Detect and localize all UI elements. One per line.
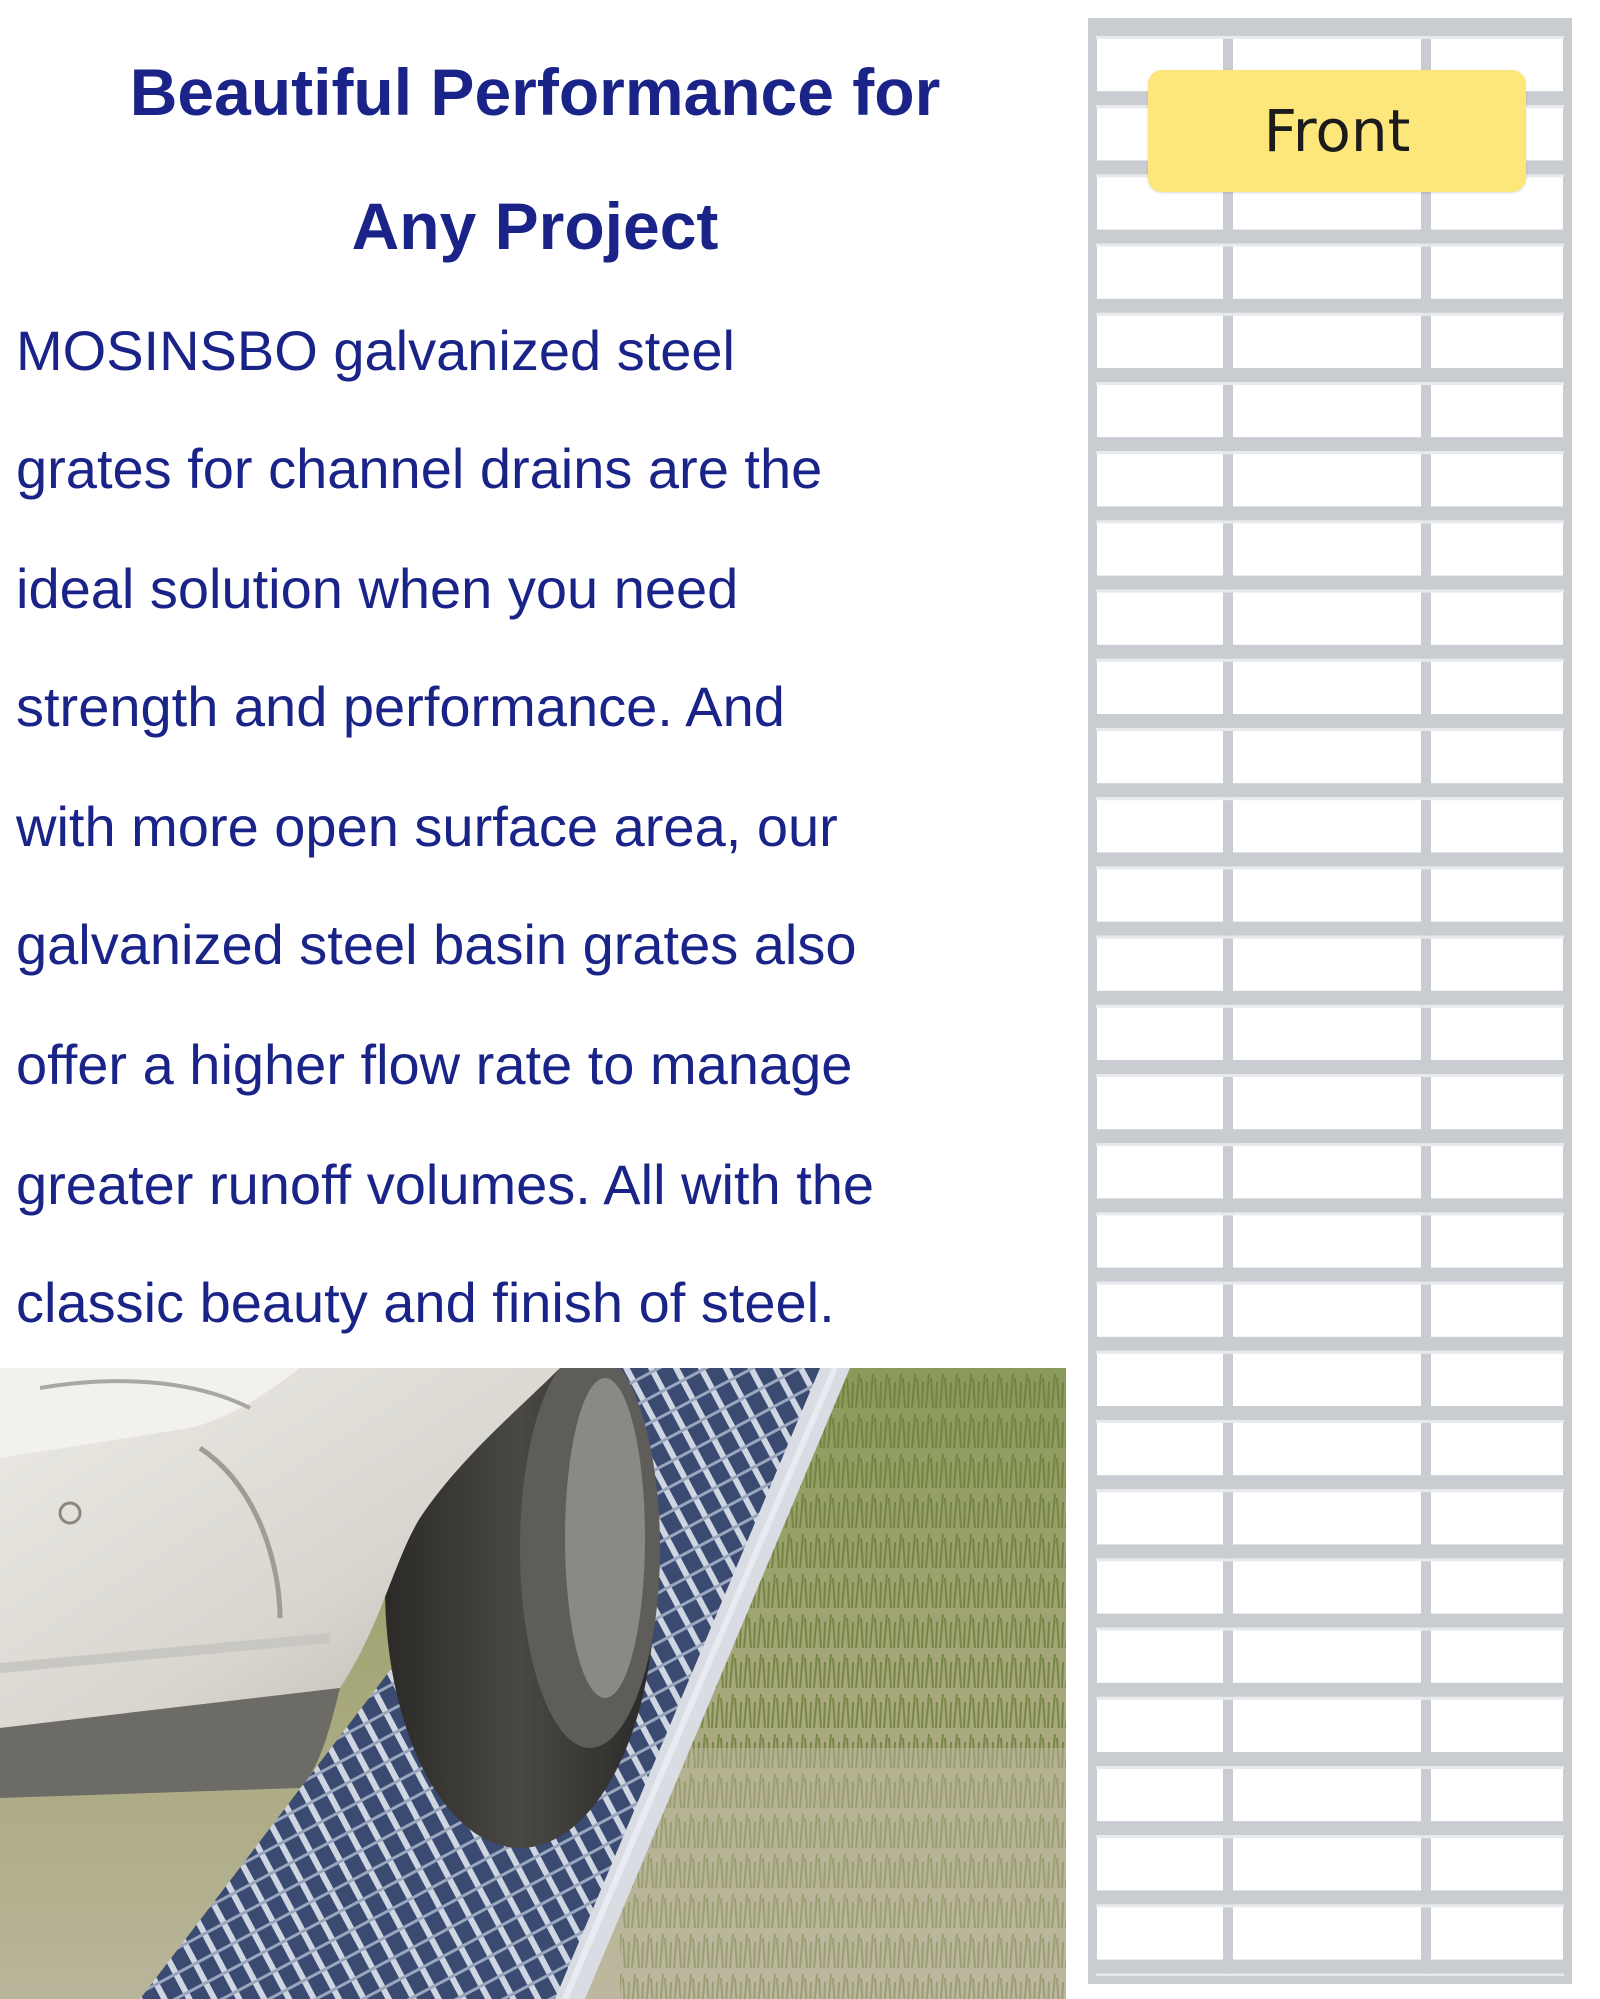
grate-horizontal-bar [1088, 1060, 1572, 1074]
grate-bar-highlight [1088, 1766, 1572, 1769]
body-text-line: classic beauty and finish of steel. [16, 1271, 835, 1334]
grate-horizontal-bar [1088, 1752, 1572, 1766]
car-on-grate-photo [0, 1368, 1066, 1999]
grate-horizontal-bar [1088, 1544, 1572, 1558]
grate-bar-highlight [1088, 36, 1572, 39]
body-text-line: galvanized steel basin grates also [16, 913, 857, 976]
grate-horizontal-bar [1088, 576, 1572, 590]
grate-horizontal-bar [1088, 714, 1572, 728]
grate-horizontal-bar [1088, 1198, 1572, 1212]
grate-bar-highlight [1088, 1489, 1572, 1492]
steel-grate-image [1088, 18, 1572, 1984]
grate-bar-highlight [1088, 866, 1572, 869]
body-text-line: offer a higher flow rate to manage [16, 1033, 853, 1096]
grate-bar-highlight [1088, 1143, 1572, 1146]
page-title-line-2: Any Project [351, 189, 719, 263]
body-text-line: greater runoff volumes. All with the [16, 1153, 875, 1216]
grate-horizontal-bar [1088, 1614, 1572, 1628]
grate-bar-highlight [1088, 1351, 1572, 1354]
body-text-line: strength and performance. And [16, 675, 785, 738]
grate-horizontal-bar [1088, 368, 1572, 382]
page-title-line-1: Beautiful Performance for [129, 55, 941, 129]
grate-bar-highlight [1088, 1282, 1572, 1285]
grate-bar-highlight [1088, 936, 1572, 939]
grate-horizontal-bar [1088, 506, 1572, 520]
grate-horizontal-bar [1088, 852, 1572, 866]
grate-bar-highlight [1088, 1558, 1572, 1561]
grate-bar-highlight [1088, 1212, 1572, 1215]
grate-bar-highlight [1088, 451, 1572, 454]
body-text-line: grates for channel drains are the [16, 437, 823, 500]
body-text-line: MOSINSBO galvanized steel [16, 319, 735, 382]
grate-horizontal-bar [1088, 230, 1572, 244]
grate-horizontal-bar [1088, 1683, 1572, 1697]
grate-bar-highlight [1088, 659, 1572, 662]
grate-bar-highlight [1088, 313, 1572, 316]
grate-bar-highlight [1088, 1005, 1572, 1008]
grate-bar-highlight [1088, 1420, 1572, 1423]
grate-horizontal-bar [1088, 1475, 1572, 1489]
grate-bar-highlight [1088, 1628, 1572, 1631]
grate-horizontal-bar [1088, 1129, 1572, 1143]
grate-bar-highlight [1088, 728, 1572, 731]
grate-horizontal-bar [1088, 645, 1572, 659]
grate-horizontal-bar [1088, 1821, 1572, 1835]
grate-bar-highlight [1088, 520, 1572, 523]
grate-horizontal-bar [1088, 1890, 1572, 1904]
grate-bar-highlight [1088, 1835, 1572, 1838]
front-label-badge: Front [1148, 70, 1526, 192]
grate-bar-highlight [1088, 590, 1572, 593]
grate-horizontal-bar [1088, 991, 1572, 1005]
grate-horizontal-bar [1088, 1337, 1572, 1351]
grate-horizontal-bar [1088, 437, 1572, 451]
body-text-line: ideal solution when you need [16, 557, 739, 620]
grate-horizontal-bar [1088, 1406, 1572, 1420]
grate-bar-highlight [1088, 1697, 1572, 1700]
body-text-line: with more open surface area, our [16, 795, 838, 858]
grate-bar-highlight [1088, 244, 1572, 247]
grate-bar-highlight [1088, 1904, 1572, 1907]
grate-horizontal-bar [1088, 783, 1572, 797]
grate-horizontal-bar [1088, 1268, 1572, 1282]
text-panel [0, 0, 1070, 1360]
grate-horizontal-bar [1088, 299, 1572, 313]
grate-bar-highlight [1088, 1074, 1572, 1077]
grate-horizontal-bar [1088, 922, 1572, 936]
grate-bar-highlight [1088, 797, 1572, 800]
grate-horizontal-bar [1088, 1960, 1572, 1974]
grate-bar-highlight [1088, 382, 1572, 385]
